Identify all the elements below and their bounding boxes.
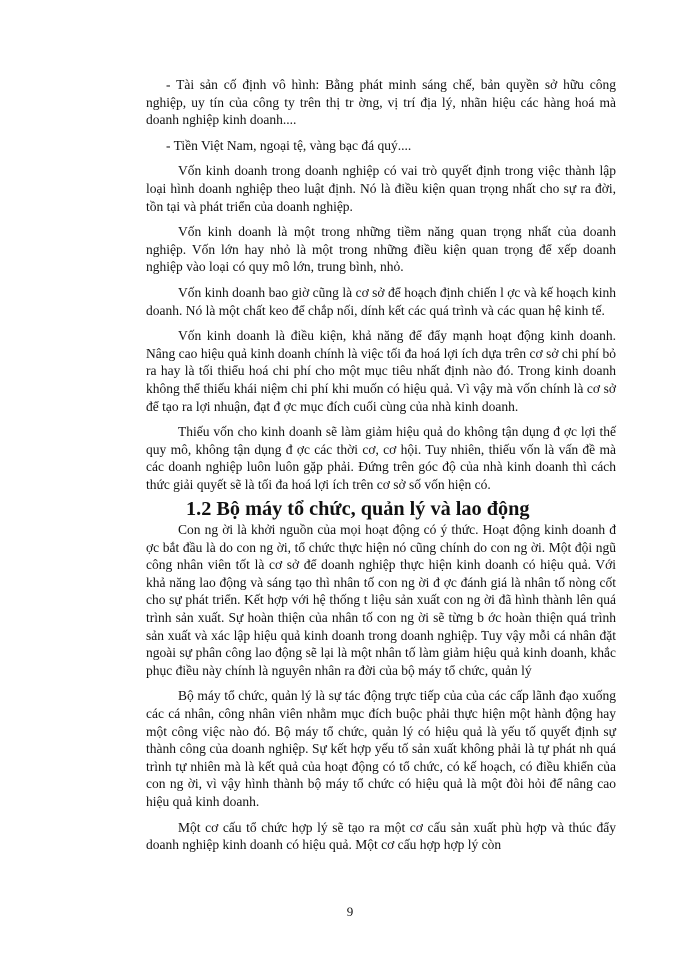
paragraph: Vốn kinh doanh là một trong những tiềm năng quan trọng nhất của doanh nghiệp. Vốn lớn hay nhỏ là một trong những điều kiện quan trọng để xếp doanh nghiệp vào loại có quy mô lớn, trung bình, nhỏ. xyxy=(146,224,616,275)
paragraph: Con ng ời là khởi nguồn của mọi hoạt động có ý thức. Hoạt động kinh doanh đ ợc bắt đầu là do con ng ời, tổ chức thực hiện nó cũng chính do con ng ời. Một đội ngũ công nhân viên tốt là cơ sở để doanh nghiệp thực hiện kinh doanh có hiệu quả. Với khả năng lao động và sáng tạo thì nhân tố con ng ời đ ợc đánh giá là nhân tố nòng cốt cho sự phát triển. Kết hợp với hệ thống t liệu sản xuất con ng ời đã hình thành lên quá trình sản xuất. Sự hoàn thiện của nhân tố con ng ời sẽ từng b ớc hoàn thiện quá trình sản xuất và xác lập hiệu quả kinh doanh trong doanh nghiệp. Tuy vậy mỗi cá nhân đặt ngoài sự phân công lao động sẽ lại là một nhân tố làm giảm hiệu quả kinh doanh, khắc phục điều này chính là nguyên nhân ra đời của bộ máy tổ chức, quản lý xyxy=(146,522,616,678)
bullet-intangible-assets: - Tài sản cố định vô hình: Bằng phát minh sáng chế, bản quyền sở hữu công nghiệp, uy tín của công ty trên thị tr ờng, vị trí địa lý, nhãn hiệu các hàng hoá mà doanh nghiệp kinh doanh.... xyxy=(146,77,616,128)
page-number: 9 xyxy=(346,904,354,919)
paragraph: Thiếu vốn cho kinh doanh sẽ làm giảm hiệu quả do không tận dụng đ ợc lợi thế quy mô, không tận dụng đ ợc các thời cơ, cơ hội. Tuy nhiên, thiếu vốn là vấn đề mà các doanh nghiệp luôn luôn gặp phải. Đứng trên góc độ của nhà kinh doanh thì cách thức giải quyết sẽ là tối đa hoá lợi ích trên cơ sở số vốn hiện có. xyxy=(146,424,616,492)
section-before-heading xyxy=(146,76,616,493)
document-page xyxy=(146,76,616,862)
paragraph: Vốn kinh doanh là điều kiện, khả năng để đẩy mạnh hoạt động kinh doanh. Nâng cao hiệu quả kinh doanh chính là việc tối đa hoá lợi ích dựa trên cơ sở chi phí bỏ ra hay là tối thiểu hoá chi phí cho một mục tiêu nhất định nào đó. Trong kinh doanh không thể thiếu khái niệm chi phí khi muốn có hiệu quả. Vì vậy mà vốn chính là cơ sở để tạo ra lợi nhuận, đạt đ ợc mục đích cuối cùng của nhà kinh doanh. xyxy=(146,328,616,414)
paragraph: Bộ máy tổ chức, quản lý là sự tác động trực tiếp của của các cấp lãnh đạo xuống các cá nhân, công nhân viên nhằm mục đích buộc phải thực hiện một hành động hay một công việc nào đó. Bộ máy tổ chức, quản lý có hiệu quả là yếu tố quyết định sự thành công của doanh nghiệp. Sự kết hợp yếu tố sản xuất không phải là tự phát nh quá trình tự nhiên mà là kết quả của hoạt động có tổ chức, có kế hoạch, có điều khiển của con ng ời, vì vậy hình thành bộ máy tổ chức có hiệu quả là một đòi hỏi để nâng cao hiệu quả kinh doanh. xyxy=(146,688,616,809)
paragraph: Một cơ cấu tổ chức hợp lý sẽ tạo ra một cơ cấu sản xuất phù hợp và thúc đẩy doanh nghiệp kinh doanh có hiệu quả. Một cơ cấu hợp hợp lý còn xyxy=(146,819,616,853)
section-heading: 1.2 Bộ máy tổ chức, quản lý và lao động xyxy=(186,498,530,521)
paragraph: Vốn kinh doanh trong doanh nghiệp có vai trò quyết định trong việc thành lập loại hình doanh nghiệp theo luật định. Nó là điều kiện quan trọng nhất cho sự ra đời, tồn tại và phát triển của doanh nghiệp. xyxy=(146,163,616,214)
section-after-heading xyxy=(146,521,616,854)
bullet-currency: - Tiền Việt Nam, ngoại tệ, vàng bạc đá quý.... xyxy=(166,137,412,153)
paragraph: Vốn kinh doanh bao giờ cũng là cơ sở để hoạch định chiến l ợc và kế hoạch kinh doanh. Nó là một chất keo để chắp nối, dính kết các quá trình và các quan hệ kinh tế. xyxy=(146,284,616,318)
